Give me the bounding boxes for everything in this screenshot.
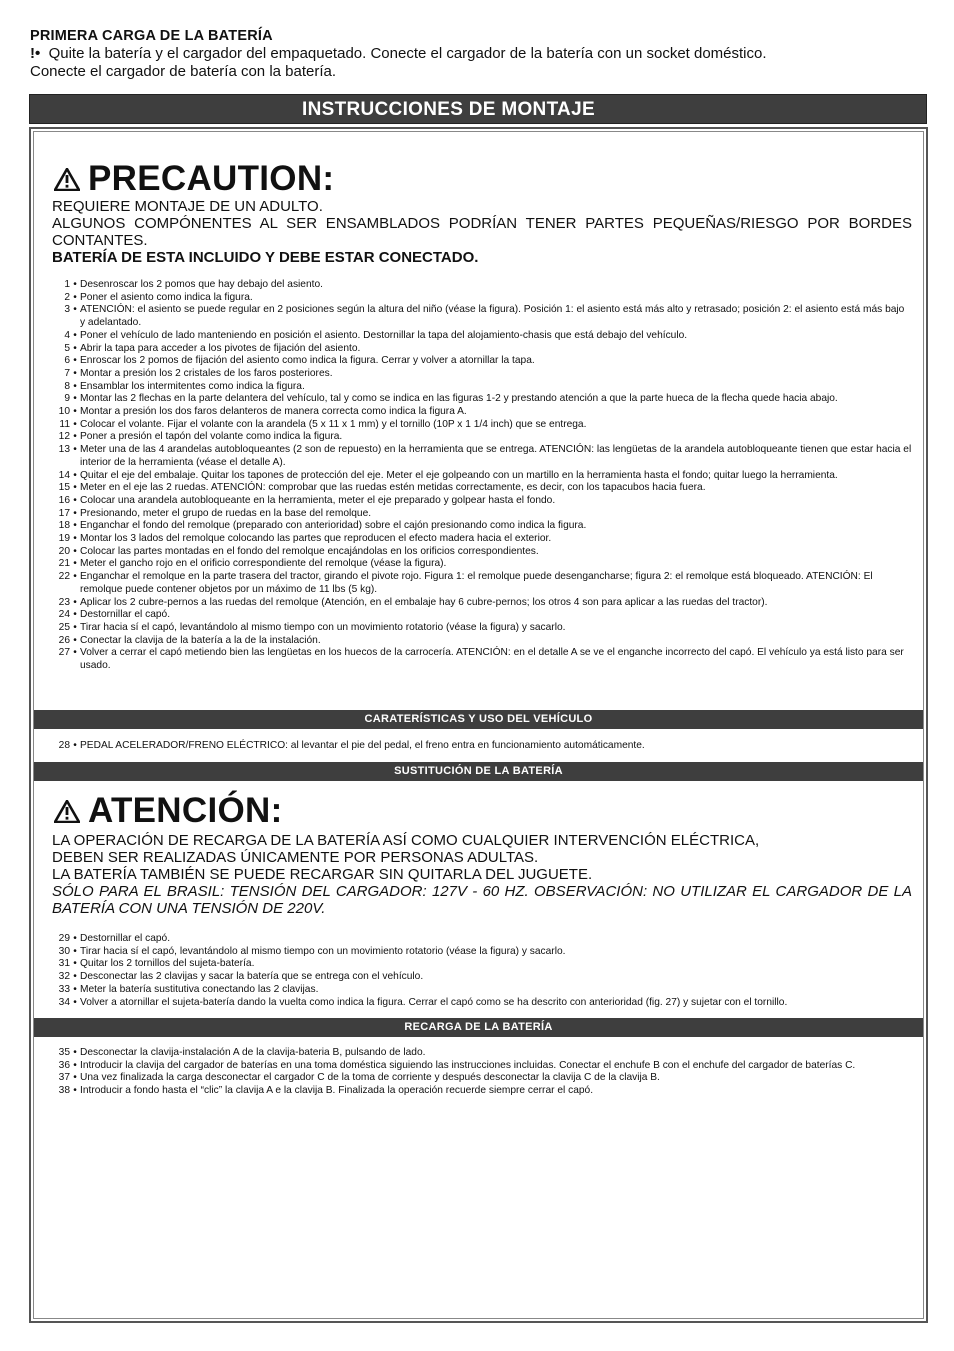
list-item [50, 292, 912, 305]
bullet-icon: • [73, 304, 77, 316]
atencion-title [54, 792, 283, 830]
list-item [50, 571, 912, 596]
instructions-frame [29, 127, 928, 1323]
list-item [50, 406, 912, 419]
list-item [50, 343, 912, 356]
step-text: Abrir la tapa para acceder a los pivotes de fijación del asiento. [80, 342, 361, 354]
step-text: Meter en el eje las 2 ruedas. ATENCIÓN: comprobar que las ruedas estén metidas correctamente, es decir, con los tapacubos hacia fuera. [80, 482, 706, 494]
step-text: Volver a cerrar el capó metiendo bien las lengüetas en los huecos de la carrocería. ATENCIÓN: en el detalle A se ve el enganche incorrecto del capó. El vehículo ya está listo para ser usado. [80, 647, 904, 672]
bullet-icon: • [73, 380, 77, 392]
assembly-instructions-banner: INSTRUCCIONES DE MONTAJE [29, 94, 927, 124]
precaution-line2: ALGUNOS COMPÓNENTES AL SER ENSAMBLADOS PODRÍAN TENER PARTES PEQUEÑAS/RIESGO POR BORDES CONTANTES. [52, 215, 912, 249]
bullet-icon: • [73, 545, 77, 557]
bullet-icon: • [73, 647, 77, 659]
step-number: 1 [64, 279, 70, 290]
step-number: 20 [58, 545, 70, 557]
warning-triangle-icon [54, 168, 80, 191]
step-number: 22 [58, 571, 70, 583]
step-text: Desenroscar los 2 pomos que hay debajo del asiento. [80, 279, 323, 290]
step-text: Enroscar los 2 pomos de fijación del asiento como indica la figura. Cerrar y volver a atornillar la tapa. [80, 355, 535, 367]
list-item [50, 533, 912, 546]
step-number: 3 [64, 304, 70, 316]
battery-recharge-steps [50, 1047, 912, 1098]
list-item [50, 431, 912, 444]
list-item [50, 1072, 912, 1085]
step-text: Volver a atornillar el sujeta-batería dando la vuelta como indica la figura. Cerrar el capó como se ha descrito con anterioridad (fig. 27) y sujetar con el tornillo. [80, 996, 788, 1008]
bullet-icon: • [73, 444, 77, 456]
list-item [50, 622, 912, 635]
step-number: 18 [58, 520, 70, 532]
step-text: Destornillar el capó. [80, 609, 171, 621]
bullet-icon: • [73, 621, 77, 633]
list-item [50, 946, 912, 959]
atencion-line3: LA BATERÍA TAMBIÉN SE PUEDE RECARGAR SIN QUITARLA DEL JUGUETE. [52, 866, 593, 883]
step-number: 2 [64, 291, 70, 303]
bullet-icon: • [73, 520, 77, 532]
step-text: Colocar una arandela autobloqueante en la herramienta, meter el eje preparado y golpear hasta el fondo. [80, 494, 556, 506]
step-text: Destornillar el capó. [80, 933, 171, 944]
step-text: Tirar hacia sí el capó, levantándolo al mismo tiempo con un movimiento rotatorio (véase la figura) y sacarlo. [80, 945, 566, 957]
step-number: 6 [64, 355, 70, 367]
step-number: 28 [58, 740, 70, 751]
instructions-inner [33, 131, 924, 1319]
list-item [50, 279, 912, 292]
step-text: Ensamblar los intermitentes como indica la figura. [80, 380, 305, 392]
step-text: Aplicar los 2 cubre-pernos a las ruedas del remolque (Atención, en el embalaje hay 6 cubre-pernos; los otros 4 son para aplicar a las ruedas del tractor). [80, 596, 768, 608]
step-text: Poner el asiento como indica la figura. [80, 291, 253, 303]
atencion-line2: DEBEN SER REALIZADAS ÚNICAMENTE POR PERSONAS ADULTAS. [52, 849, 539, 866]
vehicle-use-steps [50, 740, 912, 753]
bullet-icon: • [73, 533, 77, 545]
list-item [50, 355, 912, 368]
list-item [50, 558, 912, 571]
step-number: 25 [58, 621, 70, 633]
precaution-line1: REQUIERE MONTAJE DE UN ADULTO. [52, 198, 323, 215]
step-number: 13 [58, 444, 70, 456]
step-text: Desconectar la clavija-instalación A de la clavija-bateria B, pulsando de lado. [80, 1047, 426, 1058]
bullet-icon: • [73, 933, 77, 944]
list-item [50, 482, 912, 495]
bullet-icon: • [73, 634, 77, 646]
step-text: PEDAL ACELERADOR/FRENO ELÉCTRICO: al levantar el pie del pedal, el freno entra en funcionamiento automáticamente. [80, 740, 645, 751]
step-text: Quitar el eje del embalaje. Quitar los tapones de protección del eje. Meter el eje golpeando con un martillo en la herramienta hasta el fondo; quitar luego la herramienta. [80, 469, 838, 481]
step-text: Colocar las partes montadas en el fondo del remolque encajándolas en los orificios correspondientes. [80, 545, 539, 557]
bullet-icon: • [73, 431, 77, 443]
step-text: Tirar hacia sí el capó, levantándolo al mismo tiempo con un movimiento rotatorio (véase la figura) y sacarlo. [80, 621, 566, 633]
step-text: Una vez finalizada la carga desconectar el cargador C de la toma de corriente y después desconectar la clavija C de la clavija B. [80, 1072, 660, 1084]
bullet-icon: • [73, 418, 77, 430]
bullet-icon: • [73, 1072, 77, 1084]
bullet-icon: • [73, 958, 77, 970]
bullet-icon: • [73, 329, 77, 341]
step-text: Presionando, meter el grupo de ruedas en la base del remolque. [80, 507, 372, 519]
atencion-line1: LA OPERACIÓN DE RECARGA DE LA BATERÍA ASÍ COMO CUALQUIER INTERVENCIÓN ELÉCTRICA, [52, 832, 760, 849]
first-charge-line2: Conecte el cargador de batería con la batería. [30, 63, 337, 80]
list-item [50, 1085, 912, 1098]
bullet-icon: • [73, 1085, 77, 1097]
bullet-icon: • [73, 482, 77, 494]
bullet-icon: • [73, 609, 77, 621]
step-number: 37 [58, 1072, 70, 1084]
first-charge-line1: Quite la batería y el cargador del empaquetado. Conecte el cargador de la batería con un socket doméstico. [48, 45, 767, 62]
step-number: 19 [58, 533, 70, 545]
list-item [50, 1047, 912, 1060]
step-number: 38 [58, 1085, 70, 1097]
step-number: 16 [58, 494, 70, 506]
step-text: Introducir la clavija del cargador de baterías en una toma doméstica siguiendo las instrucciones incluidas. Conectar el enchufe B con el enchufe del cargador de baterías C. [80, 1059, 856, 1071]
step-text: Meter la batería sustitutiva conectando las 2 clavijas. [80, 983, 319, 995]
bullet-icon: • [73, 279, 77, 290]
atencion-line4: SÓLO PARA EL BRASIL: TENSIÓN DEL CARGADOR: 127V - 60 HZ. OBSERVACIÓN: NO UTILIZAR EL CARGADOR DE LA BATERÍA CON UNA TENSIÓN DE 220V. [52, 883, 912, 917]
bullet-icon: • [73, 558, 77, 570]
step-number: 14 [58, 469, 70, 481]
battery-replacement-steps [50, 933, 912, 1009]
step-number: 35 [58, 1047, 70, 1058]
step-number: 10 [58, 406, 70, 418]
step-text: Montar a presión los dos faros delanteros de manera correcta como indica la figura A. [80, 406, 467, 418]
step-number: 15 [58, 482, 70, 494]
list-item [50, 444, 912, 469]
list-item [50, 597, 912, 610]
step-number: 31 [58, 958, 70, 970]
alert-mark: !• [30, 45, 41, 62]
list-item [50, 381, 912, 394]
precaution-lead [52, 198, 912, 266]
step-text: Colocar el volante. Fijar el volante con la arandela (5 x 11 x 1 mm) y el tornillo (10P x 1 1/4 inch) que se entrega. [80, 418, 587, 430]
step-text: Poner a presión el tapón del volante como indica la figura. [80, 431, 343, 443]
list-item [50, 470, 912, 483]
bullet-icon: • [73, 355, 77, 367]
list-item [50, 984, 912, 997]
step-text: ATENCIÓN: el asiento se puede regular en 2 posiciones según la altura del niño (véase la figura). Posición 1: el asiento está más alto y retrasado; posición 2: el asiento está más bajo y adelantado. [80, 304, 905, 329]
list-item [50, 393, 912, 406]
list-item [50, 933, 912, 946]
precaution-title [54, 160, 334, 198]
step-text: Desconectar las 2 clavijas y sacar la batería que se entrega con el vehículo. [80, 971, 424, 983]
atencion-title-text: ATENCIÓN: [88, 791, 283, 830]
step-text: Enganchar el remolque en la parte trasera del tractor, girando el pivote rojo. Figura 1: el remolque puede desengancharse; figura 2: el remolque está bloqueado. ATENCIÓN: El remolque puede contener objetos por un máximo de 11 lbs (5 kg). [80, 571, 873, 595]
step-number: 30 [58, 945, 70, 957]
bullet-icon: • [73, 507, 77, 519]
first-charge-heading: PRIMERA CARGA DE LA BATERÍA [30, 28, 273, 44]
list-item [50, 1060, 912, 1073]
step-text: Montar las 2 flechas en la parte delantera del vehículo, tal y como se indica en las figuras 1-2 y prestando atención a que la parte hueca de la flecha quede hacia abajo. [80, 393, 838, 405]
step-number: 33 [58, 983, 70, 995]
step-number: 23 [58, 596, 70, 608]
bullet-icon: • [73, 393, 77, 405]
step-number: 27 [58, 647, 70, 659]
bullet-icon: • [73, 971, 77, 983]
bullet-icon: • [73, 740, 77, 751]
step-number: 4 [64, 329, 70, 341]
list-item [50, 740, 912, 753]
list-item [50, 971, 912, 984]
step-text: Conectar la clavija de la batería a la de la instalación. [80, 634, 321, 646]
step-number: 32 [58, 971, 70, 983]
precaution-title-text: PRECAUTION: [88, 159, 335, 198]
step-number: 34 [58, 996, 70, 1008]
bullet-icon: • [73, 1047, 77, 1058]
list-item [50, 647, 912, 672]
vehicle-features-subheader: CARATERÍSTICAS Y USO DEL VEHÍCULO [34, 710, 923, 729]
list-item [50, 609, 912, 622]
bullet-icon: • [73, 367, 77, 379]
step-text: Quitar los 2 tornillos del sujeta-batería. [80, 958, 255, 970]
warning-triangle-icon [54, 800, 80, 823]
list-item [50, 419, 912, 432]
step-number: 21 [58, 558, 70, 570]
bullet-icon: • [73, 596, 77, 608]
list-item [50, 368, 912, 381]
step-text: Enganchar el fondo del remolque (preparado con anterioridad) sobre el cajón presionando como indica la figura. [80, 520, 587, 532]
list-item [50, 997, 912, 1010]
bullet-icon: • [73, 342, 77, 354]
list-item [50, 546, 912, 559]
list-item [50, 958, 912, 971]
step-number: 24 [58, 609, 70, 621]
step-number: 29 [58, 933, 70, 944]
step-text: Meter el gancho rojo en el orificio correspondiente del remolque (véase la figura). [80, 558, 447, 570]
step-number: 26 [58, 634, 70, 646]
bullet-icon: • [73, 945, 77, 957]
first-charge-text [30, 45, 910, 81]
bullet-icon: • [73, 406, 77, 418]
first-charge-section [30, 28, 910, 81]
bullet-icon: • [73, 291, 77, 303]
list-item [50, 495, 912, 508]
precaution-line3: BATERÍA DE ESTA INCLUIDO Y DEBE ESTAR CONECTADO. [52, 249, 479, 266]
step-number: 17 [58, 507, 70, 519]
step-text: Introducir a fondo hasta el “clic” la clavija A e la clavija B. Finalizada la operación recuerde siempre cerrar el capó. [80, 1085, 594, 1097]
bullet-icon: • [73, 469, 77, 481]
step-number: 36 [58, 1059, 70, 1071]
bullet-icon: • [73, 1059, 77, 1071]
battery-recharge-subheader: RECARGA DE LA BATERÍA [34, 1018, 923, 1037]
list-item [50, 635, 912, 648]
list-item [50, 508, 912, 521]
step-number: 12 [58, 431, 70, 443]
list-item [50, 520, 912, 533]
step-text: Montar a presión los 2 cristales de los faros posteriores. [80, 367, 333, 379]
bullet-icon: • [73, 571, 77, 583]
assembly-steps [50, 279, 912, 673]
step-text: Meter una de las 4 arandelas autobloqueantes (2 son de repuesto) en la herramienta que se entrega. ATENCIÓN: las lengüetas de la arandela autobloqueante tienen que estar hacia el interior de la herramienta (véase el detalle A). [80, 444, 912, 468]
battery-replacement-subheader: SUSTITUCIÓN DE LA BATERÍA [34, 762, 923, 781]
step-text: Montar los 3 lados del remolque colocando las partes que reproducen el efecto madera hacia el exterior. [80, 533, 552, 545]
step-number: 9 [64, 393, 70, 405]
step-number: 7 [64, 367, 70, 379]
list-item [50, 304, 912, 329]
step-text: Poner el vehículo de lado manteniendo en posición el asiento. Destornillar la tapa del alojamiento-chasis que está debajo del vehículo. [80, 329, 688, 341]
bullet-icon: • [73, 996, 77, 1008]
step-number: 11 [59, 418, 70, 430]
bullet-icon: • [73, 983, 77, 995]
atencion-lead [52, 832, 912, 917]
step-number: 8 [64, 380, 70, 392]
bullet-icon: • [73, 494, 77, 506]
step-number: 5 [64, 342, 70, 354]
list-item [50, 330, 912, 343]
